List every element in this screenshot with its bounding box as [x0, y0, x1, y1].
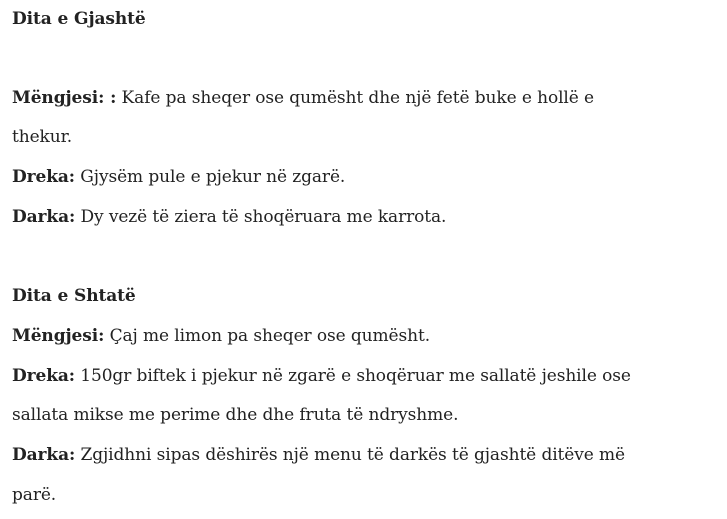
dinner-text: Zgjidhni sipas dëshirës një menu të darkës të gjashtë ditëve më	[75, 445, 625, 465]
breakfast-label: Mëngjesi:	[12, 326, 105, 346]
breakfast-label: Mëngjesi: :	[12, 88, 117, 108]
day-7-dinner-continued: parë.	[12, 485, 57, 505]
lunch-text: 150gr biftek i pjekur në zgarë e shoqëruar me sallatë jeshile ose	[74, 366, 631, 386]
lunch-label: Dreka:	[12, 366, 75, 386]
day-7-lunch-continued: sallata mikse me perime dhe dhe fruta të ndryshme.	[12, 405, 459, 425]
lunch-text: Gjysëm pule e pjekur në zgarë.	[74, 167, 346, 187]
day-6-lunch	[12, 165, 345, 189]
day-6-heading: Dita e Gjashtë	[12, 9, 146, 29]
day-6-breakfast	[12, 86, 594, 110]
breakfast-text: Çaj me limon pa sheqer ose qumësht.	[104, 326, 431, 346]
dinner-text: Dy vezë të ziera të shoqëruara me karrota.	[75, 207, 447, 227]
day-7-lunch	[12, 364, 631, 388]
day-7-breakfast	[12, 324, 430, 348]
dinner-label: Darka:	[12, 445, 76, 465]
day-6-breakfast-continued: thekur.	[12, 127, 73, 147]
day-7-dinner	[12, 443, 625, 467]
dinner-label: Darka:	[12, 207, 76, 227]
day-7-heading: Dita e Shtatë	[12, 286, 136, 306]
breakfast-text: Kafe pa sheqer ose qumësht dhe një fetë buke e hollë e	[116, 88, 594, 108]
lunch-label: Dreka:	[12, 167, 75, 187]
day-6-dinner	[12, 205, 446, 229]
